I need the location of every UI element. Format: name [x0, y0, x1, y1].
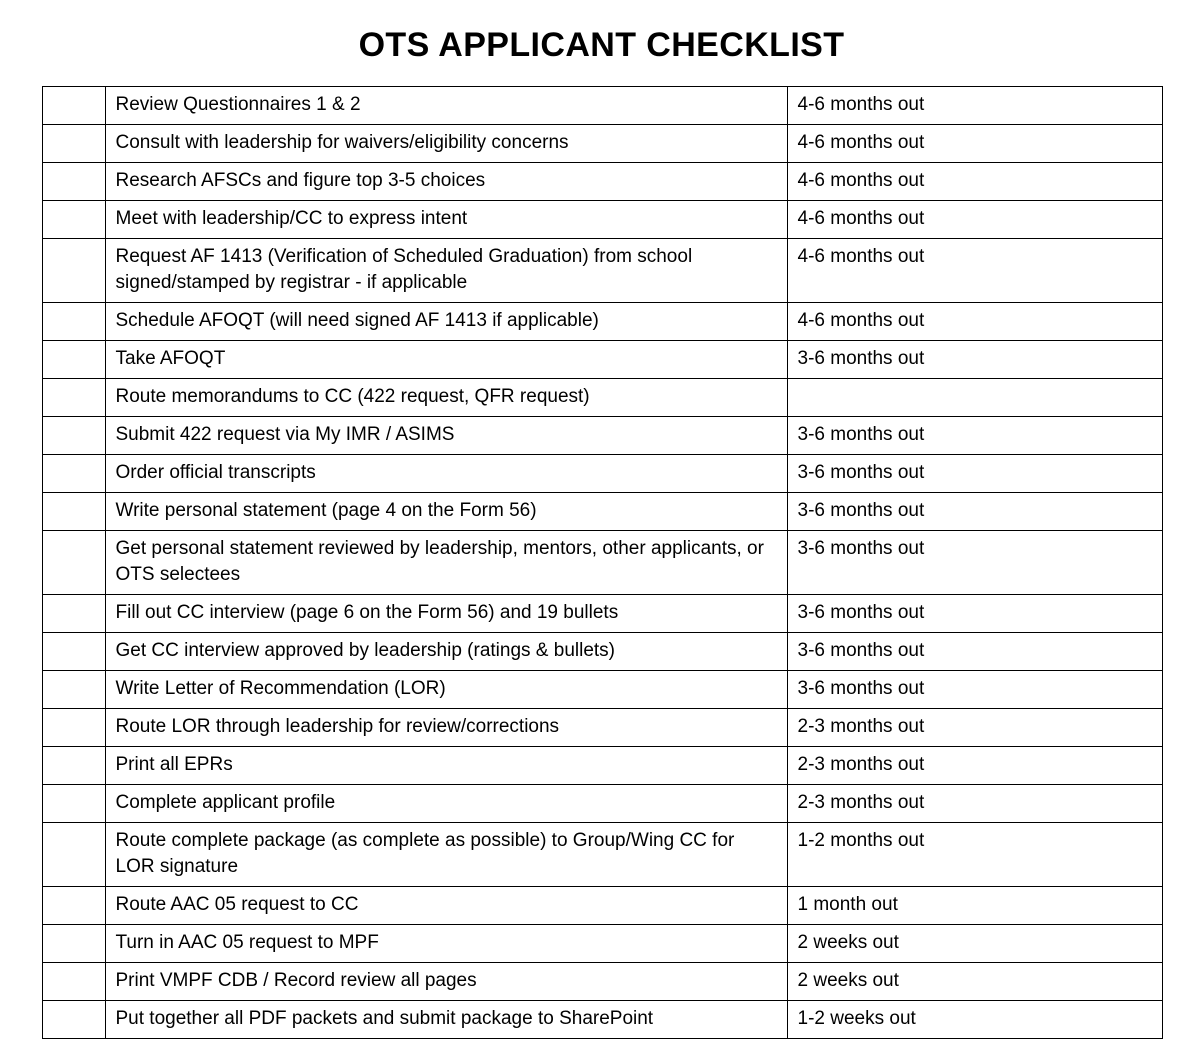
- row-task-cell: [105, 87, 787, 125]
- row-task-text: Get personal statement reviewed by leadership, mentors, other applicants, or OTS selectees: [115, 538, 764, 585]
- row-task-cell: [105, 709, 787, 747]
- row-task-cell: [105, 963, 787, 1001]
- row-task-cell: [105, 887, 787, 925]
- row-task-cell: [105, 823, 787, 887]
- checklist-table-body: [42, 87, 1162, 1039]
- row-task-cell: [105, 633, 787, 671]
- row-task-cell: [105, 785, 787, 823]
- page-title: OTS APPLICANT CHECKLIST: [358, 26, 845, 64]
- row-checkbox-cell[interactable]: [42, 531, 105, 595]
- row-timeline-cell: 3-6 months out: [787, 417, 1162, 455]
- table-row: [42, 671, 1162, 709]
- row-task-text: Complete applicant profile: [115, 792, 336, 813]
- row-timeline-cell: 2 weeks out: [787, 963, 1162, 1001]
- row-checkbox-cell[interactable]: [42, 747, 105, 785]
- row-task-text: Turn in AAC 05 request to MPF: [115, 932, 379, 953]
- row-task-text: Take AFOQT: [115, 348, 226, 369]
- row-timeline-cell: 3-6 months out: [787, 595, 1162, 633]
- table-row: [42, 455, 1162, 493]
- row-task-cell: [105, 925, 787, 963]
- table-row: [42, 823, 1162, 887]
- row-checkbox-cell[interactable]: [42, 201, 105, 239]
- row-task-cell: [105, 531, 787, 595]
- row-task-cell: [105, 341, 787, 379]
- row-task-text: Meet with leadership/CC to express intent: [115, 208, 468, 229]
- table-row: [42, 417, 1162, 455]
- row-checkbox-cell[interactable]: [42, 823, 105, 887]
- row-task-cell: [105, 747, 787, 785]
- row-timeline-cell: 3-6 months out: [787, 633, 1162, 671]
- row-timeline-cell: 2 weeks out: [787, 925, 1162, 963]
- row-timeline-cell: 4-6 months out: [787, 201, 1162, 239]
- checklist-table-wrapper: [42, 86, 1162, 1039]
- table-row: [42, 163, 1162, 201]
- row-task-text: Submit 422 request via My IMR / ASIMS: [115, 424, 455, 445]
- row-timeline-cell: 1 month out: [787, 887, 1162, 925]
- row-task-text: Research AFSCs and figure top 3-5 choices: [115, 170, 486, 191]
- row-timeline-cell: 3-6 months out: [787, 493, 1162, 531]
- table-row: [42, 709, 1162, 747]
- row-task-text: Route memorandums to CC (422 request, QFR request): [115, 386, 590, 407]
- table-row: [42, 303, 1162, 341]
- row-task-text: Get CC interview approved by leadership (ratings & bullets): [115, 640, 616, 661]
- row-checkbox-cell[interactable]: [42, 785, 105, 823]
- row-checkbox-cell[interactable]: [42, 341, 105, 379]
- row-timeline-cell: 3-6 months out: [787, 531, 1162, 595]
- table-row: [42, 1001, 1162, 1039]
- row-timeline-cell: 3-6 months out: [787, 671, 1162, 709]
- document-page: [0, 22, 1203, 1047]
- row-checkbox-cell[interactable]: [42, 125, 105, 163]
- table-row: [42, 747, 1162, 785]
- table-row: [42, 87, 1162, 125]
- row-checkbox-cell[interactable]: [42, 493, 105, 531]
- row-checkbox-cell[interactable]: [42, 303, 105, 341]
- row-timeline-cell: [787, 379, 1162, 417]
- row-task-text: Write personal statement (page 4 on the Form 56): [115, 500, 537, 521]
- row-checkbox-cell[interactable]: [42, 87, 105, 125]
- row-task-text: Write Letter of Recommendation (LOR): [115, 678, 446, 699]
- row-timeline-cell: 4-6 months out: [787, 163, 1162, 201]
- row-checkbox-cell[interactable]: [42, 163, 105, 201]
- row-task-text: Route AAC 05 request to CC: [115, 894, 359, 915]
- row-task-cell: [105, 455, 787, 493]
- row-task-text: Consult with leadership for waivers/eligibility concerns: [115, 132, 569, 153]
- row-timeline-cell: 4-6 months out: [787, 239, 1162, 303]
- row-task-cell: [105, 671, 787, 709]
- table-row: [42, 633, 1162, 671]
- row-checkbox-cell[interactable]: [42, 963, 105, 1001]
- row-task-cell: [105, 493, 787, 531]
- row-timeline-cell: 4-6 months out: [787, 125, 1162, 163]
- row-timeline-cell: 4-6 months out: [787, 303, 1162, 341]
- row-timeline-cell: 3-6 months out: [787, 341, 1162, 379]
- row-timeline-cell: 3-6 months out: [787, 455, 1162, 493]
- checklist-table: [42, 86, 1163, 1039]
- row-checkbox-cell[interactable]: [42, 925, 105, 963]
- row-timeline-cell: 2-3 months out: [787, 747, 1162, 785]
- table-row: [42, 531, 1162, 595]
- row-task-text: Route LOR through leadership for review/corrections: [115, 716, 560, 737]
- row-task-cell: [105, 125, 787, 163]
- row-checkbox-cell[interactable]: [42, 1001, 105, 1039]
- row-task-cell: [105, 417, 787, 455]
- row-task-cell: [105, 1001, 787, 1039]
- row-task-text: Put together all PDF packets and submit package to SharePoint: [115, 1008, 654, 1029]
- table-row: [42, 493, 1162, 531]
- table-row: [42, 125, 1162, 163]
- table-row: [42, 785, 1162, 823]
- row-task-cell: [105, 379, 787, 417]
- table-row: [42, 239, 1162, 303]
- row-task-cell: [105, 303, 787, 341]
- row-checkbox-cell[interactable]: [42, 417, 105, 455]
- row-checkbox-cell[interactable]: [42, 671, 105, 709]
- row-timeline-cell: 1-2 months out: [787, 823, 1162, 887]
- row-task-cell: [105, 595, 787, 633]
- row-checkbox-cell[interactable]: [42, 633, 105, 671]
- row-timeline-cell: 4-6 months out: [787, 87, 1162, 125]
- row-checkbox-cell[interactable]: [42, 595, 105, 633]
- row-task-cell: [105, 163, 787, 201]
- row-checkbox-cell[interactable]: [42, 887, 105, 925]
- table-row: [42, 379, 1162, 417]
- row-checkbox-cell[interactable]: [42, 379, 105, 417]
- row-task-text: Request AF 1413 (Verification of Scheduled Graduation) from school signed/stamped by registrar - if applicable: [115, 246, 693, 293]
- row-timeline-cell: 2-3 months out: [787, 785, 1162, 823]
- row-task-text: Route complete package (as complete as possible) to Group/Wing CC for LOR signature: [115, 830, 735, 877]
- row-task-text: Schedule AFOQT (will need signed AF 1413 if applicable): [115, 310, 599, 331]
- row-task-text: Print VMPF CDB / Record review all pages: [115, 970, 477, 991]
- table-row: [42, 595, 1162, 633]
- row-checkbox-cell[interactable]: [42, 709, 105, 747]
- row-checkbox-cell[interactable]: [42, 455, 105, 493]
- table-row: [42, 963, 1162, 1001]
- row-timeline-cell: 2-3 months out: [787, 709, 1162, 747]
- row-task-text: Review Questionnaires 1 & 2: [115, 94, 361, 115]
- row-task-text: Print all EPRs: [115, 754, 233, 775]
- row-checkbox-cell[interactable]: [42, 239, 105, 303]
- table-row: [42, 925, 1162, 963]
- table-row: [42, 887, 1162, 925]
- row-task-text: Fill out CC interview (page 6 on the Form 56) and 19 bullets: [115, 602, 619, 623]
- row-task-cell: [105, 239, 787, 303]
- row-task-text: Order official transcripts: [115, 462, 316, 483]
- row-timeline-cell: 1-2 weeks out: [787, 1001, 1162, 1039]
- row-task-cell: [105, 201, 787, 239]
- table-row: [42, 201, 1162, 239]
- table-row: [42, 341, 1162, 379]
